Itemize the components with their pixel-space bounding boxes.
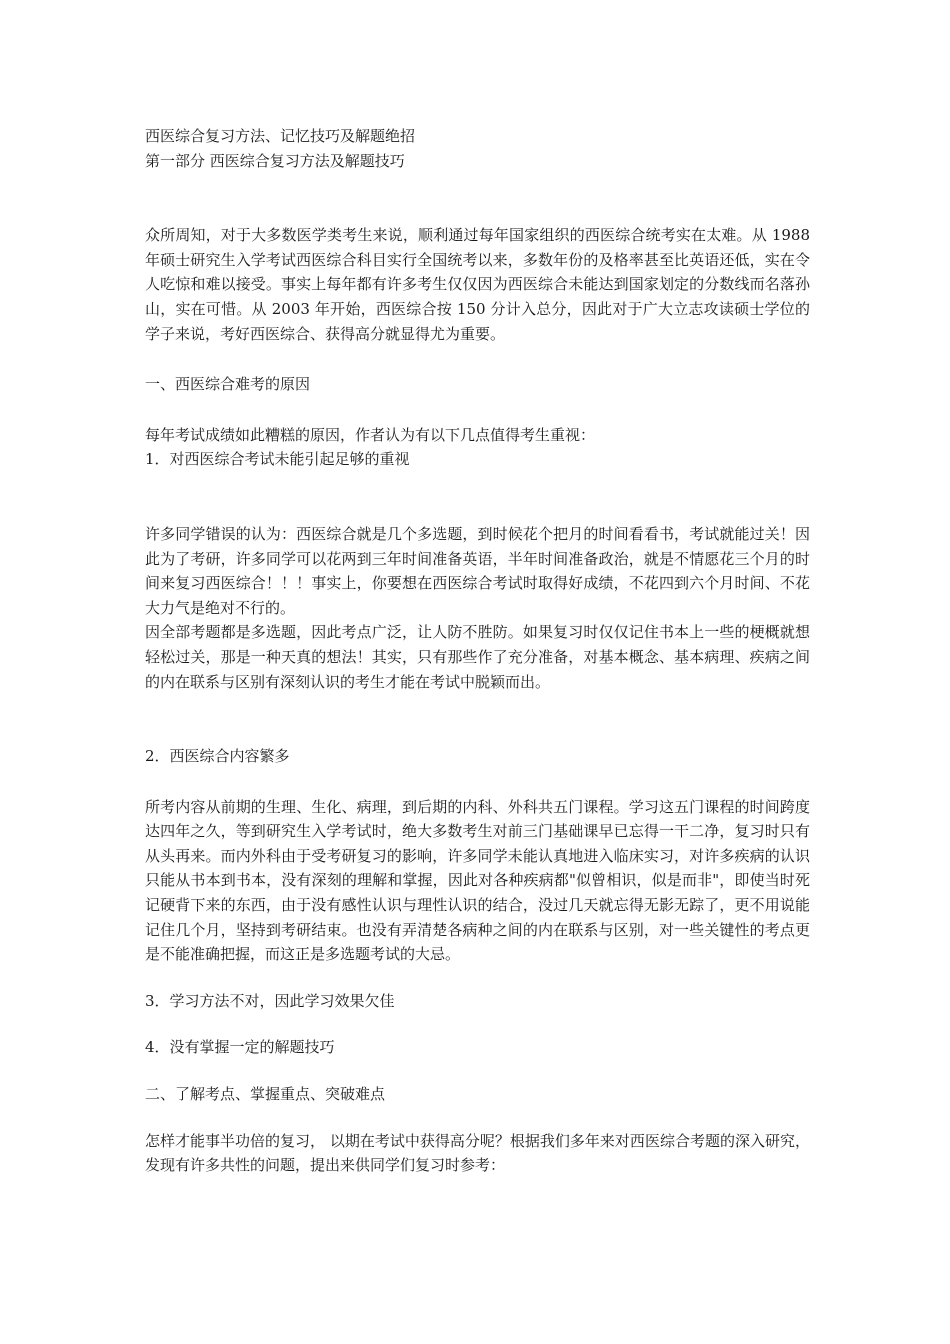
spacer xyxy=(145,173,810,223)
point-1-heading: 1．对西医综合考试未能引起足够的重视 xyxy=(145,450,410,469)
point-3-heading: 3．学习方法不对，因此学习效果欠佳 xyxy=(145,991,395,1010)
intro-paragraph: 众所周知，对于大多数医学类考生来说，顺利通过每年国家组织的西医综合统考实在太难。从 1988 年硕士研究生入学考试西医综合科目实行全国统考以来，多数年份的及格率甚至比英语还低，实在令人吃惊和难以接受。事实上每年都有许多考生仅仅因为西医综合未能达到国家划定的分数线而名落孙山，实在可惜。从 2003 年开始，西医综合按 150 分计入总分，因此对于广大立志攻读硕士学位的学子来说，考好西医综合、获得高分就显得尤为重要。 xyxy=(145,226,810,343)
document-title: 西医综合复习方法、记忆技巧及解题绝招 xyxy=(145,127,416,145)
spacer xyxy=(145,694,810,744)
spacer xyxy=(145,1107,810,1129)
point-1-paragraph-1: 许多同学错误的认为：西医综合就是几个多选题，到时候花个把月的时间看看书，考试就能过关！因此为了考研，许多同学可以花两到三年时间准备英语，半年时间准备政治，就是不情愿花三个月的时间来复习西医综合！！！事实上，你要想在西医综合考试时取得好成绩，不花四到六个月时间、不花大力气是绝对不行的。 xyxy=(145,524,810,617)
point-1-paragraph-2: 因全部考题都是多选题，因此考点广泛，让人防不胜防。如果复习时仅仅记住书本上一些的梗概就想轻松过关，那是一种天真的想法！其实，只有那些作了充分准备，对基本概念、基本病理、疾病之间的内在联系与区别有深刻认识的考生才能在考试中脱颖而出。 xyxy=(145,623,810,691)
spacer xyxy=(145,967,810,989)
point-4-heading: 4．没有掌握一定的解题技巧 xyxy=(145,1038,335,1057)
spacer xyxy=(145,346,810,372)
spacer xyxy=(145,1013,810,1035)
point-2-heading: 2．西医综合内容繁多 xyxy=(145,747,290,766)
spacer xyxy=(145,769,810,795)
section-2-paragraph: 怎样才能事半功倍的复习， 以期在考试中获得高分呢？根据我们多年来对西医综合考题的深入研究，发现有许多共性的问题，提出来供同学们复习时参考： xyxy=(145,1131,810,1175)
section-heading-2: 二、了解考点、掌握重点、突破难点 xyxy=(145,1085,386,1104)
part-title: 第一部分 西医综合复习方法及解题技巧 xyxy=(145,151,405,170)
section-heading-1: 一、西医综合难考的原因 xyxy=(145,375,311,394)
section-1-intro: 每年考试成绩如此糟糕的原因，作者认为有以下几点值得考生重视： xyxy=(145,425,596,444)
document-body xyxy=(145,124,810,1178)
point-2-paragraph: 所考内容从前期的生理、生化、病理，到后期的内科、外科共五门课程。学习这五门课程的时间跨度达四年之久，等到研究生入学考试时，绝大多数考生对前三门基础课早已忘得一干二净，复习时只有从头再来。而内外科由于受考研复习的影响，许多同学未能认真地进入临床实习，对许多疾病的认识只能从书本到书本，没有深刻的理解和掌握，因此对各种疾病都"似曾相识，似是而非"，即使当时死记硬背下来的东西，由于没有感性认识与理性认识的结合，没过几天就忘得无影无踪了，更不用说能记住几个月，坚持到考研结束。也没有弄清楚各病种之间的内在联系与区别，对一些关键性的考点更是不能准确把握，而这正是多选题考试的大忌。 xyxy=(145,797,810,964)
spacer xyxy=(145,472,810,522)
spacer xyxy=(145,1060,810,1082)
spacer xyxy=(145,397,810,423)
